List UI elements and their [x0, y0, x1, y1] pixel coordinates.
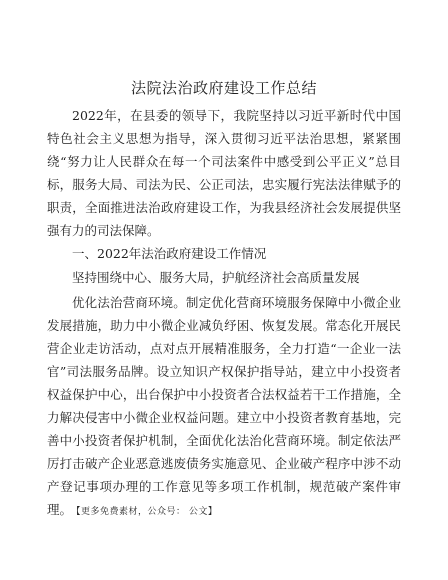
- body-paragraph: [47, 291, 401, 524]
- body-text: 优化法治营商环境。制定优化营商环境服务保障中小微企业发展措施，助力中小微企业减负纾困、恢复发展。常态化开展民营企业走访活动，点对点开展精准服务，全力打造“一企业一法官”司法服务品牌。设立知识产权保护指导站，建立中小投资者权益保护中心，出台保护中小投资者合法权益若干工作措施，全力解决侵害中小微企业权益问题。建立中小投资者教育基地，完善中小投资者保护机制，全面优化法治化营商环境。制定依法严厉打击破产企业恶意逃废债务实施意见、企业破产程序中涉不动产登记事项办理的工作意见等多项工作机制，规范破产案件审理。: [47, 295, 401, 517]
- intro-paragraph: 2022年，在县委的领导下，我院坚持以习近平新时代中国特色社会主义思想为指导，深入贯彻习近平法治思想，紧紧围绕“努力让人民群众在每一个司法案件中感受到公平正义”总目标，服务大局、司法为民、公正司法，忠实履行宪法法律赋予的职责，全面推进法治政府建设工作，为我县经济社会发展提供坚强有力的司法保障。: [47, 108, 401, 238]
- source-note: 【更多免费素材，公众号： 公文】: [76, 507, 218, 517]
- document-title: 法院法治政府建设工作总结: [130, 79, 317, 97]
- section-heading: 一、2022年法治政府建设工作情况: [72, 246, 267, 261]
- subheading: 坚持围绕中心、服务大局，护航经济社会高质量发展: [72, 270, 360, 285]
